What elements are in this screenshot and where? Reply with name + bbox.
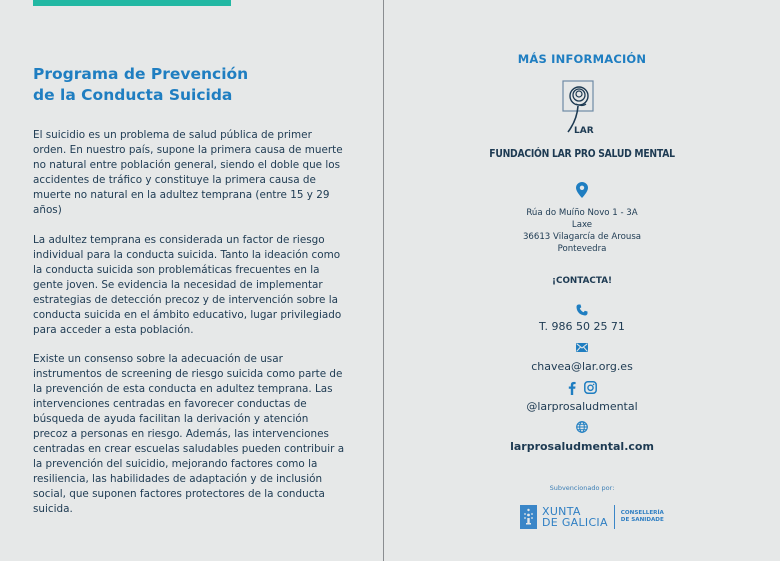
mail-icon (384, 343, 780, 352)
sponsor-separator (614, 505, 615, 529)
svg-text:LAR: LAR (574, 126, 594, 136)
xunta-name-line-2: DE GALICIA (542, 516, 608, 529)
xunta-name (542, 506, 608, 528)
conselleria-line-2: DE SANIDADE (620, 517, 664, 523)
xunta-de-galicia-logo (520, 505, 664, 529)
location-pin-icon (384, 182, 780, 198)
email-link[interactable]: chavea@lar.org.es (531, 360, 633, 373)
body-text (33, 128, 345, 532)
phone-icon (384, 304, 780, 316)
conselleria-name (621, 510, 664, 524)
more-info-heading: MÁS INFORMACIÓN (517, 52, 647, 66)
subsidized-by-label: Subvencionado por: (549, 484, 615, 492)
paragraph: Existe un consenso sobre la adecuación de usar instrumentos de screening de riesgo suicida como parte de la prevención de esta conducta en adultez temprana. Las intervenciones centradas en favorecer conductas de búsqueda de ayuda facilitan la derivación y atención precoz a personas en riesgo. Además, las intervenciones centradas en crear escuelas saludables pueden contribuir a la prevención del suicidio, mejorando factores como la resiliencia, las habilidades de adaptación y de inclusión social, que suponen factores protectores de la conducta suicida. (33, 353, 345, 515)
galicia-emblem-icon (520, 505, 537, 529)
address-line-2: Laxe (571, 220, 593, 230)
address (384, 207, 780, 255)
page-title (33, 64, 353, 106)
title-line-1: Programa de Prevención (33, 65, 249, 83)
globe-icon (384, 421, 780, 433)
lar-logo (562, 80, 602, 138)
social-handle[interactable]: @larprosaludmental (526, 400, 638, 413)
phone-number[interactable]: T. 986 50 25 71 (539, 320, 625, 333)
address-line-4: Pontevedra (557, 244, 607, 254)
right-page (384, 0, 780, 561)
paragraph: El suicidio es un problema de salud pública de primer orden. En nuestro país, supone la primera causa de muerte no natural entre población general, siendo el doble que los accidentes de tráfico y constituye la primera causa de muerte no natural en la adultez temprana (entre 15 y 29 años) (33, 129, 343, 216)
address-line-1: Rúa do Muíño Novo 1 - 3A (526, 208, 638, 218)
facebook-icon[interactable] (568, 381, 576, 395)
title-line-2: de la Conducta Suicida (33, 86, 233, 104)
address-line-3: 36613 Vilagarcía de Arousa (522, 232, 642, 242)
contact-heading: ¡CONTACTA! (551, 276, 613, 286)
website-link[interactable]: larprosaludmental.com (510, 440, 654, 453)
organization-name: FUNDACIÓN LAR PRO SALUD MENTAL (489, 148, 675, 160)
left-page (0, 0, 383, 561)
instagram-icon[interactable] (584, 381, 597, 394)
lar-logo-icon (562, 80, 602, 138)
social-icons (384, 381, 780, 395)
xunta-name-line-1: XUNTA (542, 505, 581, 518)
conselleria-line-1: CONSELLERÍA (620, 510, 664, 516)
paragraph: La adultez temprana es considerada un factor de riesgo individual para la conducta suicida. Tanto la ideación como la conducta suicida son problemáticas frecuentes en la gente joven. Se evidencia la necesidad de implementar estrategias de detección precoz y de intervención sobre la conducta suicida en el ámbito educativo, lugar privilegiado para acceder a esta población. (33, 233, 342, 336)
